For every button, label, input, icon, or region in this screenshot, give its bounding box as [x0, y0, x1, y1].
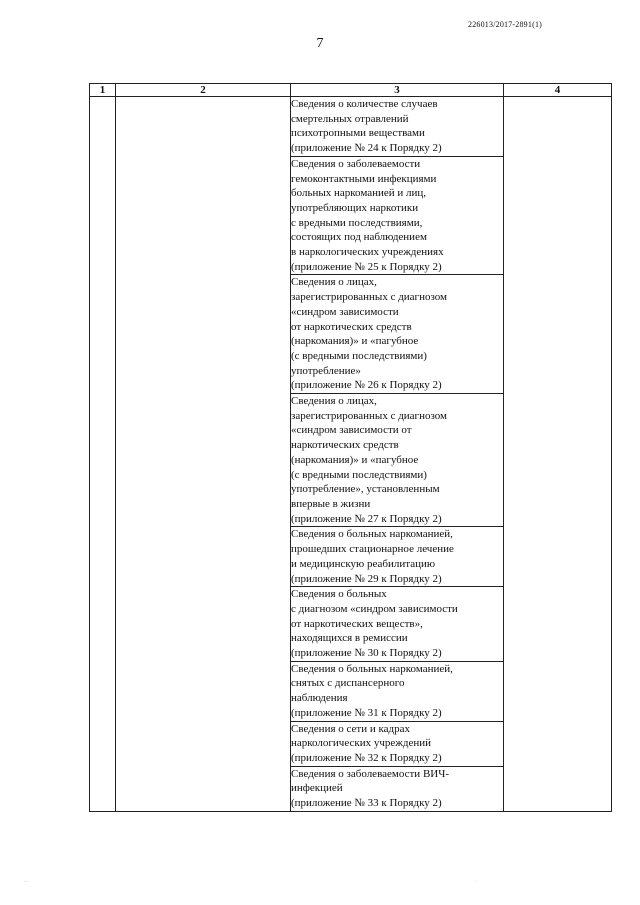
entry-line: Сведения о заболеваемости — [291, 157, 421, 170]
column-4-cell — [504, 97, 612, 812]
column-header-3: 3 — [291, 84, 504, 97]
document-number: 226013/2017-2891(1) — [468, 20, 543, 29]
column-2-cell — [116, 97, 291, 812]
report-entry-cell — [291, 587, 504, 662]
entry-line: Сведения о лицах, — [291, 276, 377, 289]
entry-line: от наркотических средств — [291, 320, 412, 333]
entry-line: снятых с диспансерного — [291, 677, 405, 690]
page-number: 7 — [316, 36, 324, 51]
report-entry-cell — [291, 766, 504, 811]
entry-line: инфекцией — [291, 782, 343, 795]
scan-mark-right: · — [476, 880, 478, 885]
table-row — [90, 97, 612, 157]
column-1-cell — [90, 97, 116, 812]
entry-line: наркотических средств — [291, 439, 399, 452]
entry-line: (приложение № 30 к Порядку 2) — [291, 647, 442, 660]
entry-line: Сведения о больных — [291, 588, 387, 601]
entry-line: употребляющих наркотики — [291, 201, 419, 214]
entry-line: с вредными последствиями, — [291, 216, 423, 229]
entry-line: наркологических учреждений — [291, 737, 432, 750]
report-entry-cell — [291, 721, 504, 766]
entry-line: (наркомания)» и «пагубное — [291, 335, 419, 348]
entry-line: Сведения о количестве случаев — [291, 98, 438, 110]
entry-line: «синдром зависимости — [291, 305, 399, 318]
report-entry-cell — [291, 394, 504, 527]
entry-line: Сведения о больных наркоманией, — [291, 528, 453, 541]
entry-line: (приложение № 27 к Порядку 2) — [291, 512, 442, 525]
entry-line: (приложение № 31 к Порядку 2) — [291, 706, 442, 719]
entry-line: психотропными веществами — [291, 127, 425, 140]
entry-line: и медицинскую реабилитацию — [291, 557, 436, 570]
report-entry-cell — [291, 97, 504, 157]
report-entry-cell — [291, 275, 504, 394]
report-entry-cell — [291, 527, 504, 587]
entry-line: находящихся в ремиссии — [291, 632, 408, 645]
entry-line: (с вредными последствиями) — [291, 349, 427, 362]
entry-line: от наркотических веществ», — [291, 617, 423, 630]
column-header-2: 2 — [116, 84, 291, 97]
report-entry-cell — [291, 156, 504, 275]
entry-line: (приложение № 32 к Порядку 2) — [291, 751, 442, 764]
table-body — [90, 97, 612, 812]
entry-line: (приложение № 24 к Порядку 2) — [291, 142, 442, 155]
entry-line: смертельных отравлений — [291, 112, 409, 125]
entry-line: Сведения о больных наркоманией, — [291, 662, 453, 675]
entry-line: (приложение № 26 к Порядку 2) — [291, 379, 442, 392]
entry-line: наблюдения — [291, 692, 348, 705]
entry-line: «синдром зависимости от — [291, 424, 412, 437]
entry-line: гемоконтактными инфекциями — [291, 172, 437, 185]
entry-line: (с вредными последствиями) — [291, 468, 427, 481]
entry-line: Сведения о заболеваемости ВИЧ- — [291, 767, 450, 780]
entry-line: больных наркоманией и лиц, — [291, 187, 427, 200]
column-header-1: 1 — [90, 84, 116, 97]
entry-line: употребление», установленным — [291, 483, 440, 496]
entry-line: состоящих под наблюдением — [291, 231, 427, 244]
entry-line: зарегистрированных с диагнозом — [291, 291, 447, 304]
column-header-4: 4 — [504, 84, 612, 97]
entry-line: с диагнозом «синдром зависимости — [291, 602, 458, 615]
entry-line: в наркологических учреждениях — [291, 246, 444, 259]
report-entry-cell — [291, 661, 504, 721]
scan-mark-left: · · — [24, 880, 29, 885]
entry-line: (приложение № 29 к Порядку 2) — [291, 572, 442, 585]
entry-line: зарегистрированных с диагнозом — [291, 409, 447, 422]
entry-line: впервые в жизни — [291, 497, 371, 510]
entry-line: (наркомания)» и «пагубное — [291, 453, 419, 466]
entry-line: Сведения о сети и кадрах — [291, 722, 411, 735]
document-table — [89, 83, 612, 812]
entry-line: употребление» — [291, 364, 361, 377]
entry-line: (приложение № 33 к Порядку 2) — [291, 797, 442, 810]
entry-line: Сведения о лицах, — [291, 395, 377, 408]
table-header-row — [90, 84, 612, 97]
entry-line: (приложение № 25 к Порядку 2) — [291, 260, 442, 273]
entry-line: прошедших стационарное лечение — [291, 543, 454, 556]
